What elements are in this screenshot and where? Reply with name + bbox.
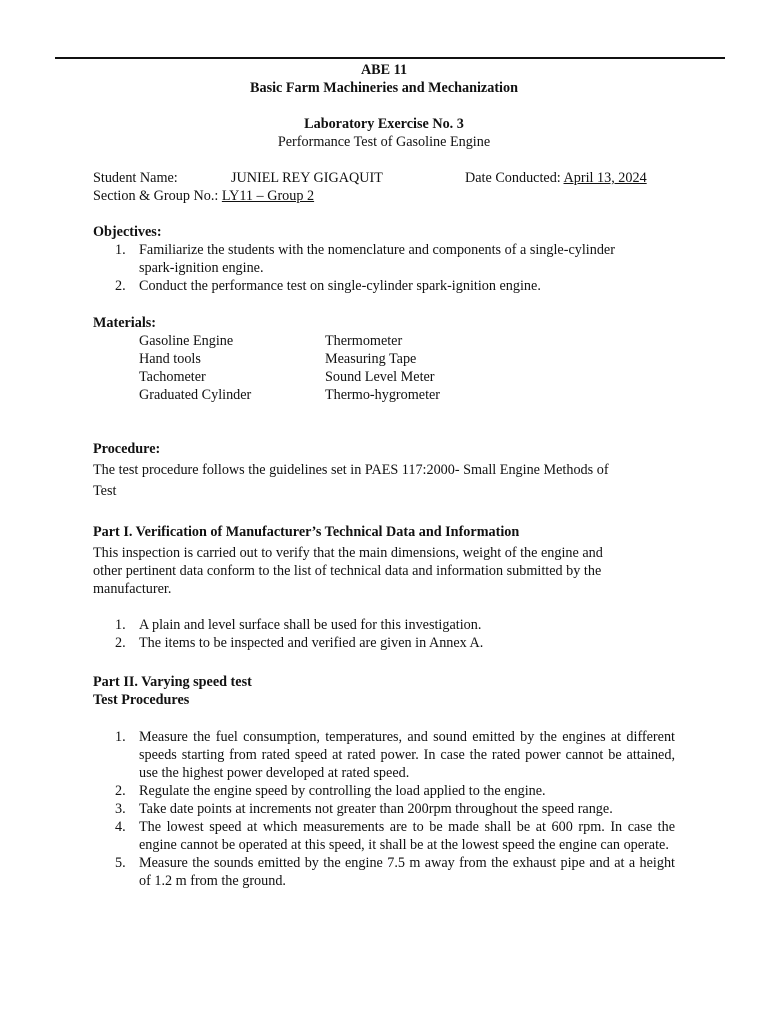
- item-text: Take date points at increments not greater than 200rpm throughout the speed range.: [139, 801, 613, 817]
- procedure-text-line: The test procedure follows the guidelines set in PAES 117:2000- Small Engine Methods of: [93, 462, 609, 478]
- item-number: 1.: [115, 729, 126, 745]
- item-number: 1.: [115, 617, 126, 633]
- material-item: Hand tools: [139, 351, 201, 367]
- item-text: Measure the fuel consumption, temperatures, and sound emitted by the engines at different speeds starting from rated speed at rated power. In case the rated power cannot be attained, use the highest power developed at rated speed.: [139, 729, 675, 781]
- part1-text-line: manufacturer.: [93, 581, 172, 597]
- list-item: [93, 854, 675, 890]
- item-text: Measure the sounds emitted by the engine 7.5 m away from the exhaust pipe and at a height of 1.2 m from the ground.: [139, 855, 675, 889]
- item-number: 1.: [115, 242, 126, 258]
- item-number: 3.: [115, 801, 126, 817]
- course-code: ABE 11: [360, 62, 408, 78]
- item-number: 5.: [115, 855, 126, 871]
- item-text: spark-ignition engine.: [139, 260, 264, 276]
- part1-list: [93, 616, 675, 652]
- part1-text-line: other pertinent data conform to the list of technical data and information submitted by the: [93, 563, 602, 579]
- section-group: [93, 187, 314, 205]
- part1-text-line: This inspection is carried out to verify that the main dimensions, weight of the engine and: [93, 545, 603, 561]
- item-text: The items to be inspected and verified are given in Annex A.: [139, 635, 484, 651]
- section-value: LY11 – Group 2: [221, 188, 315, 204]
- student-name-label: Student Name:: [93, 170, 178, 186]
- student-name-value: JUNIEL REY GIGAQUIT: [231, 170, 383, 186]
- materials-heading: Materials:: [93, 315, 157, 331]
- list-item: [93, 818, 675, 854]
- date-conducted: [465, 169, 647, 187]
- material-item: Tachometer: [139, 369, 206, 385]
- item-text: A plain and level surface shall be used for this investigation.: [139, 617, 482, 633]
- item-text: Regulate the engine speed by controlling the load applied to the engine.: [139, 783, 546, 799]
- procedure-text-line: Test: [93, 483, 117, 499]
- objectives-list: [93, 241, 675, 295]
- item-number: 2.: [115, 783, 126, 799]
- part2-subheading: Test Procedures: [93, 692, 190, 708]
- materials-row: [139, 368, 499, 386]
- item-text: The lowest speed at which measurements are to be made shall be at 600 rpm. In case the engine cannot be operated at this speed, it shall be at the lowest speed the engine can operate.: [139, 819, 675, 853]
- objectives-heading: Objectives:: [93, 224, 162, 240]
- header-rule: [55, 57, 725, 59]
- list-item: [93, 782, 675, 800]
- procedure-heading: Procedure:: [93, 441, 161, 457]
- item-text: Conduct the performance test on single-cylinder spark-ignition engine.: [139, 278, 541, 294]
- materials-row: [139, 332, 499, 350]
- section-label: Section & Group No.:: [93, 188, 219, 204]
- date-value: April 13, 2024: [563, 170, 647, 186]
- course-title: Basic Farm Machineries and Mechanization: [250, 80, 518, 96]
- material-item: Gasoline Engine: [139, 333, 234, 349]
- exercise-subtitle: Performance Test of Gasoline Engine: [277, 134, 491, 150]
- item-number: 2.: [115, 278, 126, 294]
- material-item: Sound Level Meter: [325, 369, 435, 385]
- list-item: [93, 634, 675, 652]
- date-label: Date Conducted:: [465, 170, 561, 186]
- part2-list: [93, 728, 675, 890]
- part2-heading: Part II. Varying speed test: [93, 674, 252, 690]
- item-number: 2.: [115, 635, 126, 651]
- material-item: Measuring Tape: [325, 351, 417, 367]
- list-item: [93, 241, 675, 277]
- part1-heading: Part I. Verification of Manufacturer’s Technical Data and Information: [93, 524, 520, 540]
- list-item: [93, 277, 675, 295]
- materials-row: [139, 386, 499, 404]
- material-item: Thermometer: [325, 333, 403, 349]
- list-item: [93, 728, 675, 782]
- item-text: Familiarize the students with the nomenclature and components of a single-cylinder: [139, 242, 615, 258]
- materials-table: [139, 332, 499, 404]
- list-item: [93, 616, 675, 634]
- material-item: Thermo-hygrometer: [325, 387, 441, 403]
- materials-row: [139, 350, 499, 368]
- list-item: [93, 800, 675, 818]
- item-number: 4.: [115, 819, 126, 835]
- exercise-title: Laboratory Exercise No. 3: [304, 116, 464, 132]
- material-item: Graduated Cylinder: [139, 387, 252, 403]
